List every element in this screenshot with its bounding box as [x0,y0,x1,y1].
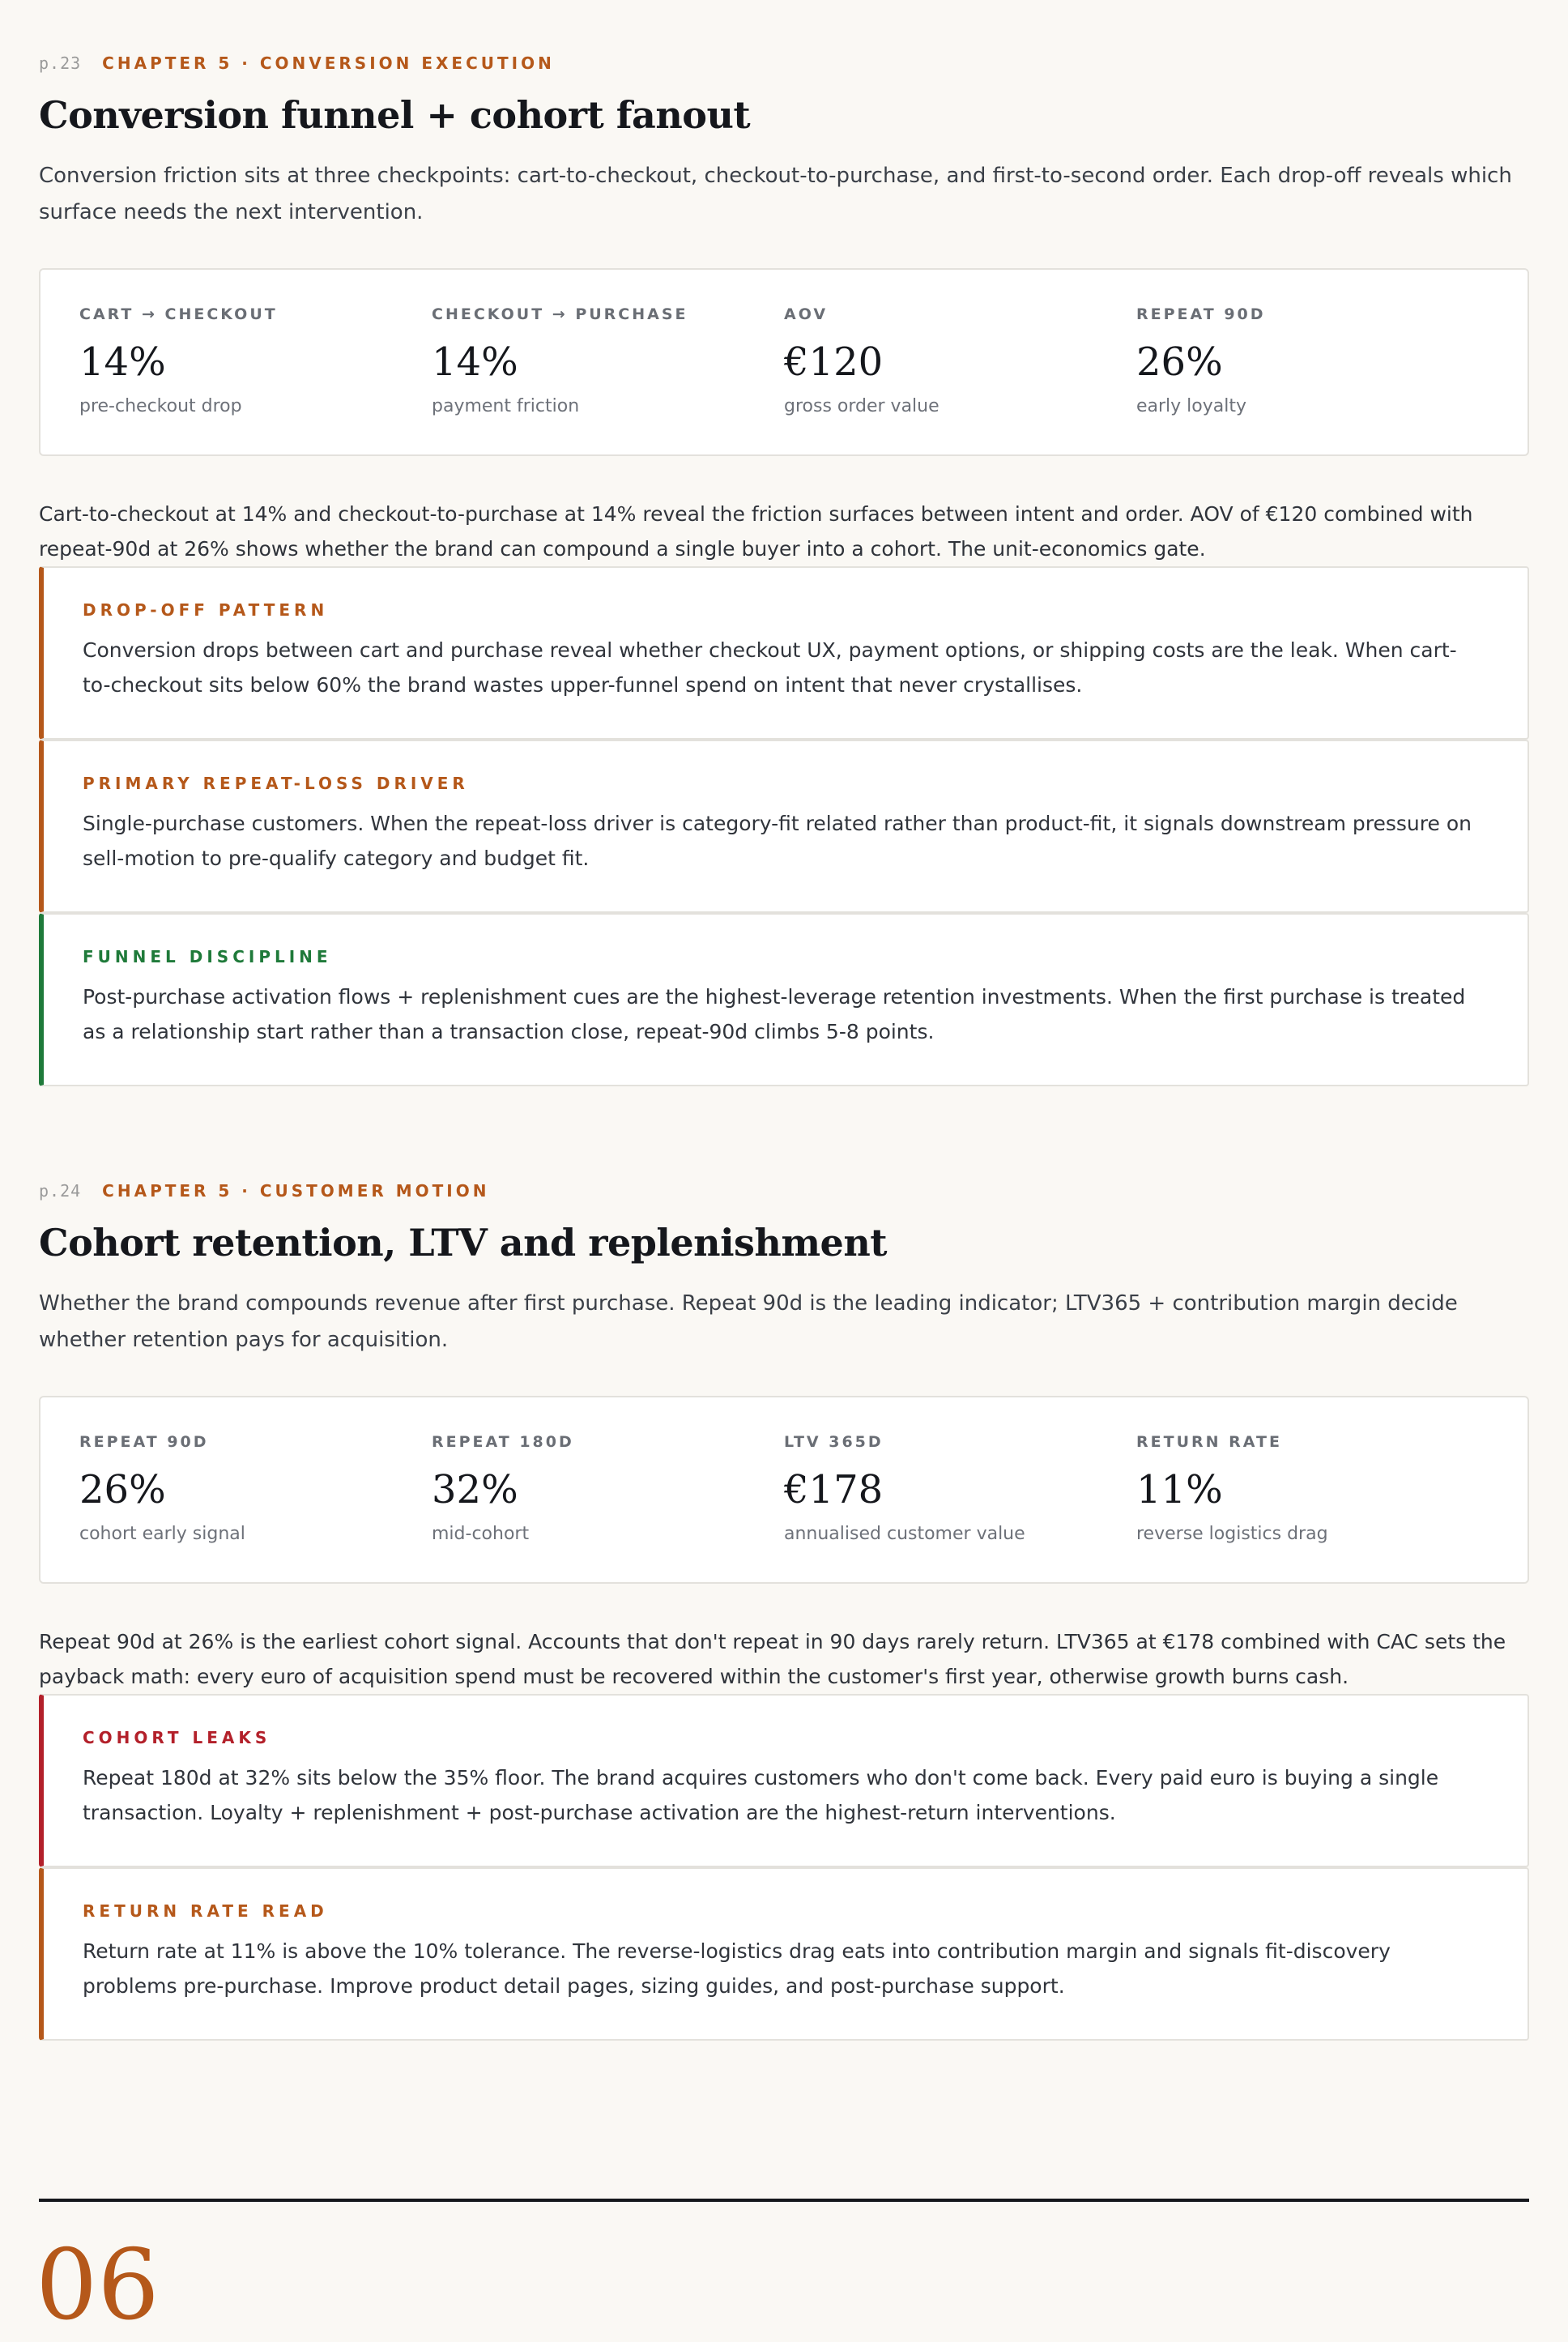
stat-ltv-365d [784,1433,1136,1582]
callout-return-rate-read [39,1867,1529,2041]
stat-aov [784,305,1136,454]
stat-note: reverse logistics drag [1136,1523,1328,1544]
section-lede: Conversion friction sits at three checkpoints: cart-to-checkout, checkout-to-purchase, and first-to-second order. Each drop-off reveals which surface needs the next intervention. [39,163,1512,224]
conversion-section [39,52,1529,1086]
customer-motion-section [39,1180,1529,2041]
stat-label: REPEAT 90D [1136,305,1266,323]
stat-note: payment friction [432,395,580,416]
stat-note: cohort early signal [79,1523,245,1544]
page-number: p.23 [39,53,82,73]
stat-label: REPEAT 180D [432,1432,574,1451]
callout-body: Conversion drops between cart and purchase reveal whether checkout UX, payment options, or shipping costs are the leak. When cart-to-checkout sits below 60% the brand wastes upper-funnel spend on intent that never crystallises. [83,638,1457,697]
callout-title: RETURN RATE READ [83,1900,328,1921]
stat-cart-checkout [79,305,432,454]
section-summary: Cart-to-checkout at 14% and checkout-to-purchase at 14% reveal the friction surfaces between intent and order. AOV of €120 combined with repeat-90d at 26% shows whether the brand can compound a single buyer into a cohort. The unit-economics gate. [39,501,1473,561]
stat-value: 11% [1136,1466,1223,1512]
callout-body: Post-purchase activation flows + replenishment cues are the highest-leverage retention investments. When the first purchase is treated as a relationship start rather than a transaction close, repeat-90d climbs 5-8 points. [83,984,1466,1043]
stat-value: 26% [1136,339,1223,385]
callout-title: COHORT LEAKS [83,1727,271,1747]
stat-label: LTV 365D [784,1432,884,1451]
stat-note: annualised customer value [784,1523,1025,1544]
section-summary: Repeat 90d at 26% is the earliest cohort signal. Accounts that don't repeat in 90 days rarely return. LTV365 at €178 combined with CAC sets the payback math: every euro of acquisition spend must be recovered within the customer's first year, otherwise growth burns cash. [39,1629,1506,1688]
footer-rule [39,2199,1529,2202]
stat-repeat-90d [79,1433,432,1582]
callout-body: Repeat 180d at 32% sits below the 35% floor. The brand acquires customers who don't come back. Every paid euro is buying a single transaction. Loyalty + replenishment + post-purchase activation are the highest-return interventions. [83,1765,1439,1824]
callout-repeat-loss-driver [39,740,1529,913]
callout-title: PRIMARY REPEAT-LOSS DRIVER [83,773,469,793]
stat-label: AOV [784,305,829,323]
stat-repeat-90d [1136,305,1489,454]
chapter-folio: 06 [36,2229,160,2342]
stat-label: RETURN RATE [1136,1432,1282,1451]
callout-body: Single-purchase customers. When the repeat-loss driver is category-fit related rather than product-fit, it signals downstream pressure on sell-motion to pre-qualify category and budget fit. [83,811,1472,870]
stat-note: early loyalty [1136,395,1247,416]
stat-note: pre-checkout drop [79,395,242,416]
stat-value: 14% [432,339,518,385]
section-header [39,1180,1529,1202]
stat-value: €178 [784,1466,884,1512]
chapter-kicker: CHAPTER 5 · CUSTOMER MOTION [102,1181,490,1201]
callout-funnel-discipline [39,913,1529,1086]
callout-cohort-leaks [39,1694,1529,1867]
section-title: Conversion funnel + cohort fanout [39,93,751,137]
section-title: Cohort retention, LTV and replenishment [39,1221,888,1265]
callout-drop-off-pattern [39,566,1529,740]
stat-checkout-purchase [432,305,784,454]
stat-value: 26% [79,1466,166,1512]
chapter-kicker: CHAPTER 5 · CONVERSION EXECUTION [102,53,555,73]
callout-title: DROP-OFF PATTERN [83,599,329,620]
section-lede: Whether the brand compounds revenue after first purchase. Repeat 90d is the leading indicator; LTV365 + contribution margin decide whether retention pays for acquisition. [39,1290,1458,1352]
stat-label: REPEAT 90D [79,1432,209,1451]
callout-title: FUNNEL DISCIPLINE [83,946,332,966]
callout-body: Return rate at 11% is above the 10% tolerance. The reverse-logistics drag eats into contribution margin and signals fit-discovery problems pre-purchase. Improve product detail pages, sizing guides, and post-purchase support. [83,1939,1391,1998]
stat-note: gross order value [784,395,940,416]
section-header [39,52,1529,75]
stat-return-rate [1136,1433,1489,1582]
stat-value: €120 [784,339,884,385]
stat-repeat-180d [432,1433,784,1582]
stat-label: CART → CHECKOUT [79,305,278,323]
stat-value: 32% [432,1466,518,1512]
stat-label: CHECKOUT → PURCHASE [432,305,688,323]
stat-value: 14% [79,339,166,385]
page-number: p.24 [39,1181,82,1201]
stats-panel [39,1396,1529,1584]
stats-panel [39,268,1529,456]
stat-note: mid-cohort [432,1523,530,1544]
